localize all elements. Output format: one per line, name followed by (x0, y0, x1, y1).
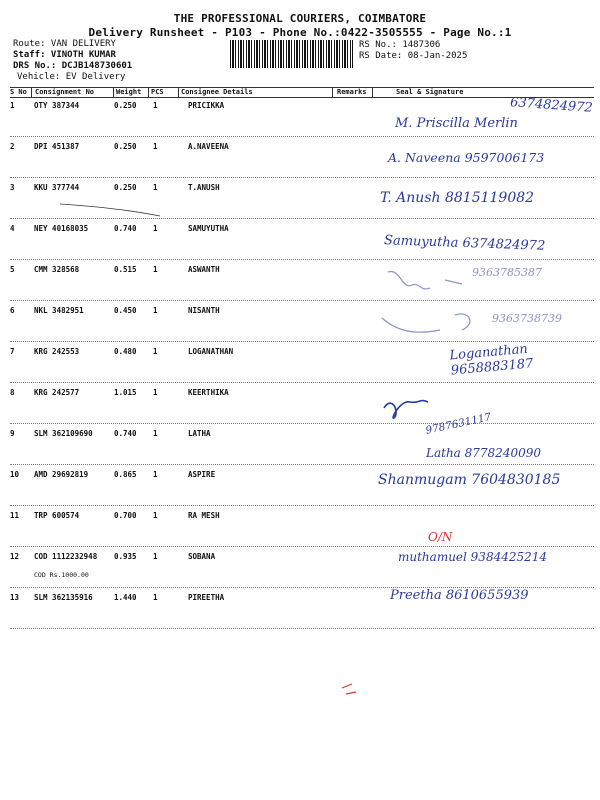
cell-pcs: 1 (153, 224, 158, 233)
signature-11-mark: O/N (428, 530, 453, 544)
col-header-sno: S No (10, 88, 27, 96)
cell-sno: 9 (10, 429, 15, 438)
cell-consignment: COD 1112232948 (34, 552, 98, 561)
company-title: THE PROFESSIONAL COURIERS, COIMBATORE (173, 12, 427, 25)
cell-weight: 0.865 (114, 470, 137, 479)
cell-sno: 1 (10, 101, 15, 110)
col-header-consignee: Consignee Details (181, 88, 253, 96)
cell-consignment: NEY 40168035 (34, 224, 89, 233)
cell-weight: 0.250 (114, 183, 137, 192)
cell-consignment: KRG 242577 (34, 388, 80, 397)
cell-consignment: NKL 3482951 (34, 306, 84, 315)
cell-pcs: 1 (153, 183, 158, 192)
cell-consignee: KEERTHIKA (188, 388, 229, 397)
cell-sno: 3 (10, 183, 15, 192)
signature-10: Shanmugam 7604830185 (378, 472, 561, 488)
cell-sno: 7 (10, 347, 15, 356)
red-pen-mark (342, 684, 356, 694)
cell-consignment: TRP 600574 (34, 511, 80, 520)
runsheet-subtitle: Delivery Runsheet - P103 - Phone No.:0422-3505555 - Page No.:1 (88, 26, 512, 39)
signature-8: 9787631117 (424, 411, 493, 437)
cell-consignment: KKU 377744 (34, 183, 80, 192)
cell-sno: 10 (10, 470, 20, 479)
cell-pcs: 1 (153, 142, 158, 151)
cell-pcs: 1 (153, 470, 158, 479)
signature-3: T. Anush 8815119082 (380, 190, 535, 206)
cell-consignee: T.ANUSH (188, 183, 220, 192)
cell-consignee: NISANTH (188, 306, 220, 315)
cell-pcs: 1 (153, 306, 158, 315)
cell-sno: 5 (10, 265, 15, 274)
cell-consignee: LOGANATHAN (188, 347, 234, 356)
cell-consignee: A.NAVEENA (188, 142, 229, 151)
cell-consignment: DPI 451387 (34, 142, 80, 151)
cell-pcs: 1 (153, 101, 158, 110)
cell-consignee: ASWANTH (188, 265, 220, 274)
cell-sno: 12 (10, 552, 20, 561)
cell-consignee: SOBANA (188, 552, 216, 561)
cell-consignee: PRICIKKA (188, 101, 225, 110)
rs-number: RS No.: 1487306 (359, 40, 441, 50)
signature-9: Latha 8778240090 (426, 446, 541, 460)
cell-weight: 1.440 (114, 593, 137, 602)
cell-consignee: LATHA (188, 429, 211, 438)
signature-1-phone: 6374824972 (509, 95, 594, 116)
cell-consignee: PIREETHA (188, 593, 225, 602)
initial-scribble-6 (382, 314, 470, 332)
drs-label: DRS No.: DCJB148730601 (13, 61, 133, 71)
cell-pcs: 1 (153, 511, 158, 520)
cell-sno: 11 (10, 511, 20, 520)
cell-weight: 0.700 (114, 511, 137, 520)
signature-6: 9363738739 (492, 312, 562, 325)
signature-7: Loganathan 9658883187 (448, 341, 534, 379)
cell-sno: 2 (10, 142, 15, 151)
cell-weight: 0.935 (114, 552, 137, 561)
cell-pcs: 1 (153, 265, 158, 274)
signature-5: 9363785387 (472, 266, 542, 279)
signature-11: muthamuel 9384425214 (398, 550, 548, 564)
initial-scribble-8 (384, 401, 428, 419)
cell-weight: 0.480 (114, 347, 137, 356)
cell-consignment: KRG 242553 (34, 347, 80, 356)
cell-pcs: 1 (153, 552, 158, 561)
col-header-pcs: PCS (151, 88, 164, 96)
cell-consignment: SLM 362109690 (34, 429, 93, 438)
staff-label: Staff: VINOTH KUMAR (13, 50, 116, 60)
cell-consignee: RA MESH (188, 511, 220, 520)
cell-sno: 4 (10, 224, 15, 233)
initial-scribble-5 (388, 272, 462, 289)
cell-pcs: 1 (153, 429, 158, 438)
cell-sno: 13 (10, 593, 20, 602)
cell-pcs: 1 (153, 593, 158, 602)
col-header-consignment: Consignment No (35, 88, 95, 96)
col-header-signature: Seal & Signature (396, 88, 464, 96)
cell-weight: 0.450 (114, 306, 137, 315)
route-label: Route: VAN DELIVERY (13, 39, 116, 49)
cell-weight: 0.740 (114, 224, 137, 233)
cell-consignee: SAMUYUTHA (188, 224, 229, 233)
col-header-remarks: Remarks (337, 88, 367, 96)
cell-sno: 6 (10, 306, 15, 315)
cell-weight: 0.740 (114, 429, 137, 438)
col-header-weight: Weight (116, 88, 142, 96)
cell-consignment: SLM 362135916 (34, 593, 93, 602)
signature-12: Preetha 8610655939 (390, 588, 529, 603)
cell-consignment: AMD 29692819 (34, 470, 89, 479)
cell-sno: 8 (10, 388, 15, 397)
cell-consignment: OTY 387344 (34, 101, 80, 110)
signature-1-name: M. Priscilla Merlin (395, 116, 518, 131)
rs-date: RS Date: 08-Jan-2025 (359, 51, 468, 61)
signature-4: Samuyutha 6374824972 (383, 233, 546, 254)
signature-2: A. Naveena 9597006173 (388, 150, 545, 165)
cell-weight: 0.250 (114, 142, 137, 151)
cell-cod-note: COD Rs.1000.00 (34, 571, 89, 579)
cell-weight: 0.250 (114, 101, 137, 110)
cell-pcs: 1 (153, 388, 158, 397)
cell-weight: 0.515 (114, 265, 137, 274)
cell-pcs: 1 (153, 347, 158, 356)
cell-consignee: ASPIRE (188, 470, 216, 479)
row-3-pen-line (60, 204, 160, 216)
cell-consignment: CMM 328568 (34, 265, 80, 274)
cell-weight: 1.015 (114, 388, 137, 397)
vehicle-label: Vehicle: EV Delivery (17, 72, 126, 82)
